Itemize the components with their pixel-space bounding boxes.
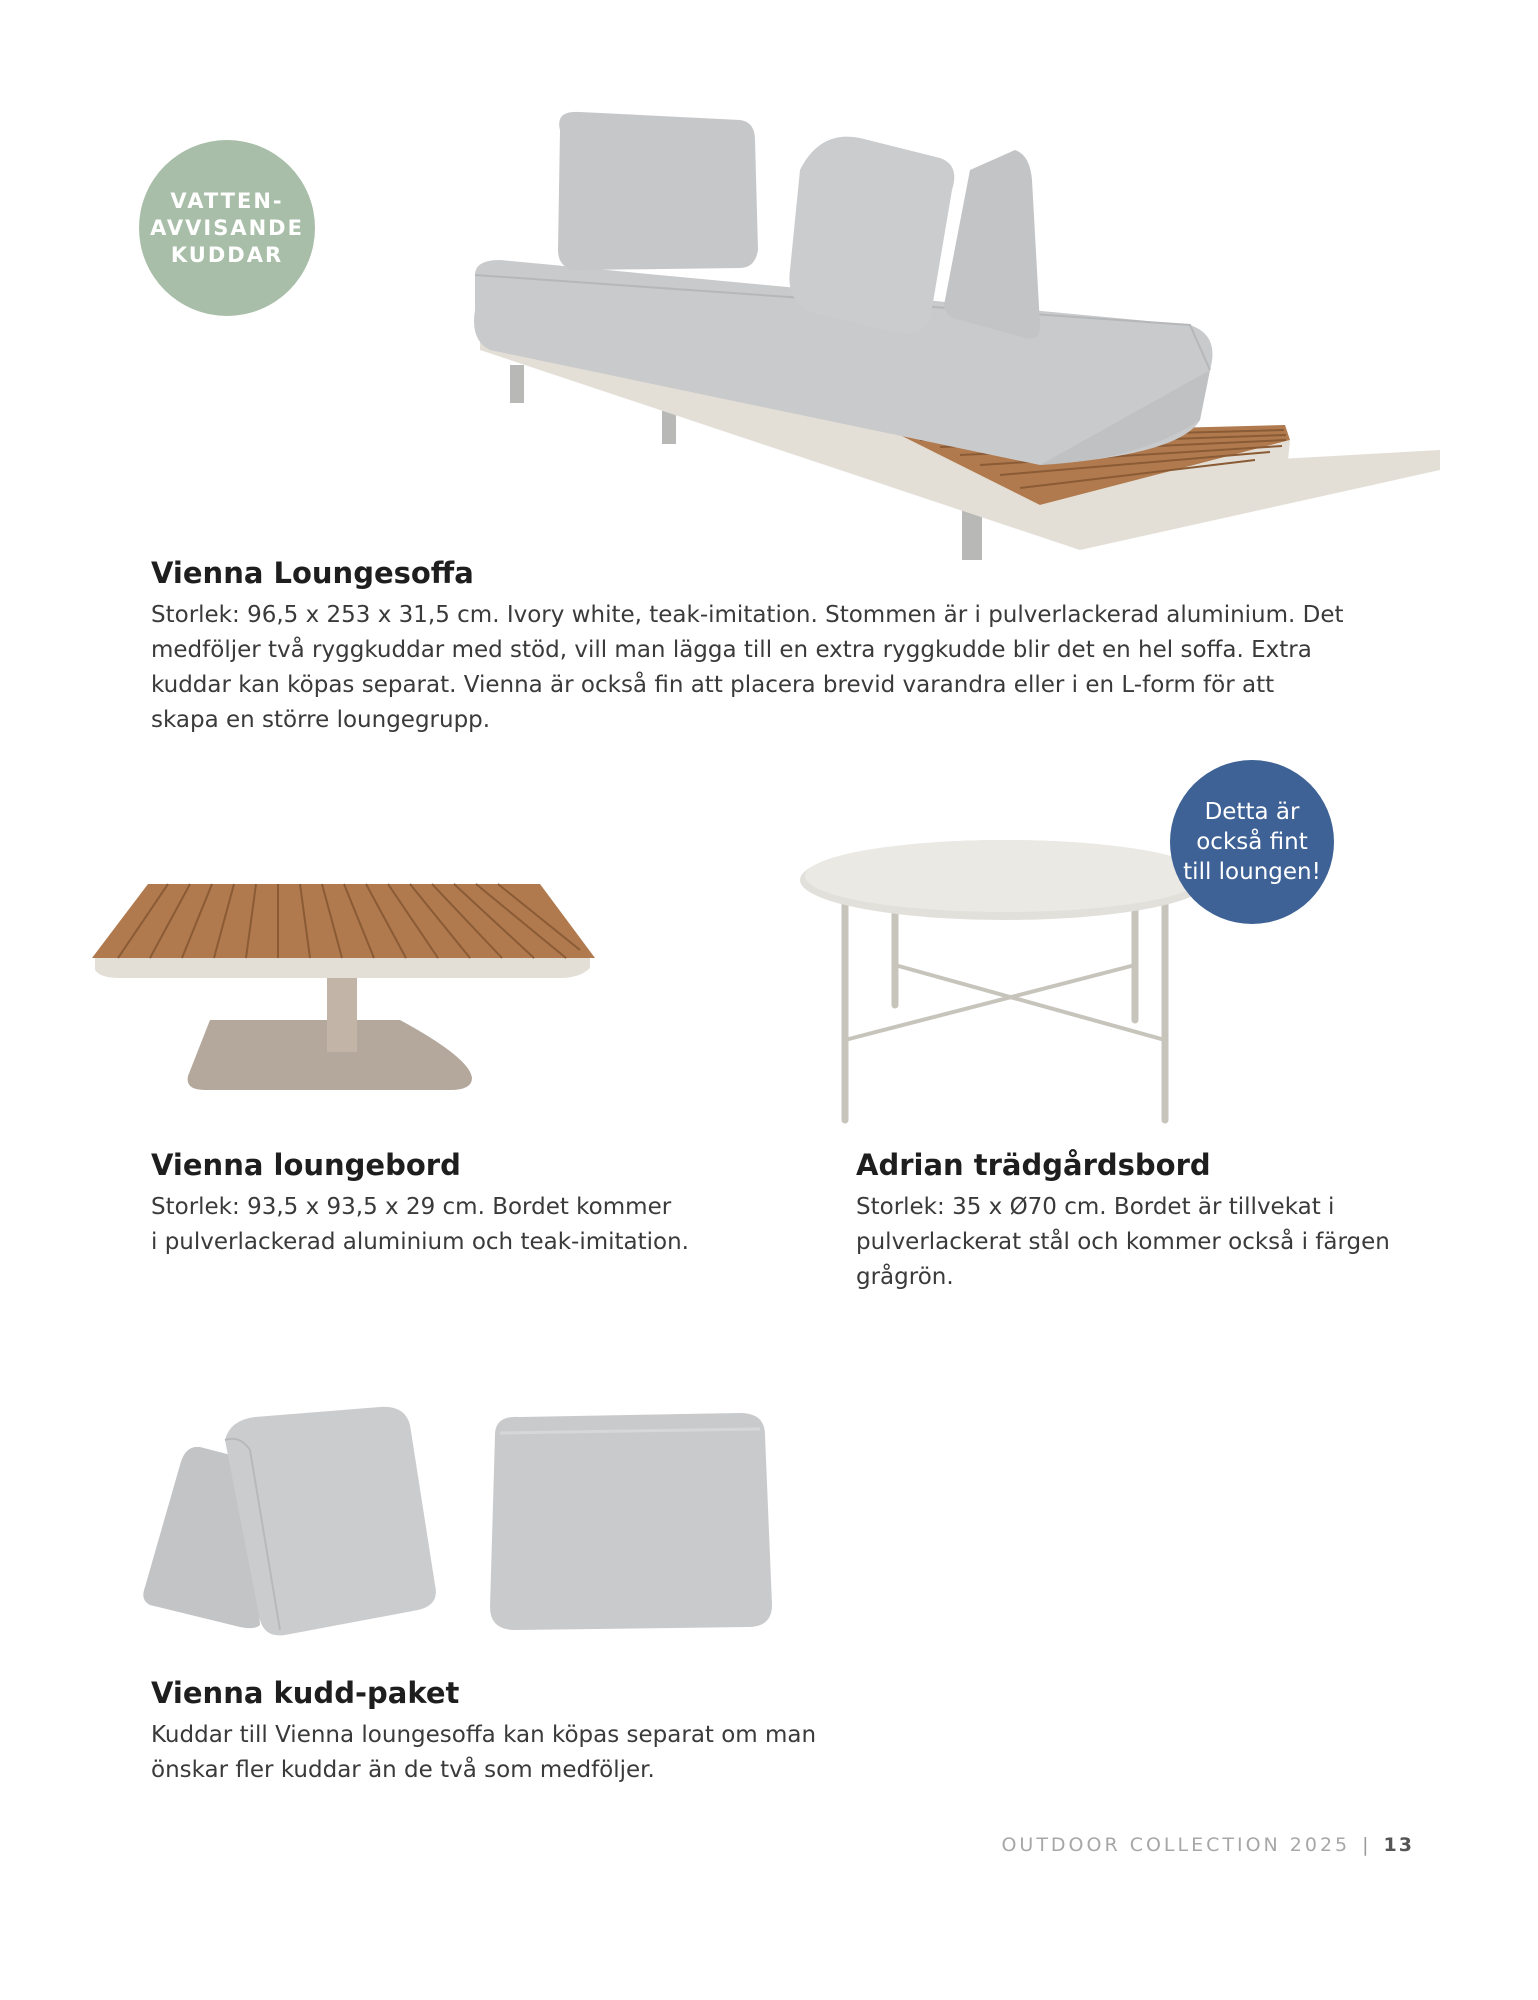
badge-line: VATTEN- xyxy=(170,188,284,213)
badge-line: KUDDAR xyxy=(170,242,284,267)
description-line: kuddar kan köpas separat. Vienna är också fin att placera brevid varandra eller i en L-form för att xyxy=(151,672,1275,698)
description-line: Kuddar till Vienna loungesoffa kan köpas separat om man xyxy=(151,1722,817,1748)
description-line: medföljer två ryggkuddar med stöd, vill man lägga till en extra ryggkudde blir det en hel soffa. Extra xyxy=(151,637,1312,663)
description-line: Storlek: 35 x Ø70 cm. Bordet är tillvekat i xyxy=(856,1194,1335,1220)
product-title-vienna-loungesoffa: Vienna Loungesoffa xyxy=(151,556,474,590)
description-line: Storlek: 96,5 x 253 x 31,5 cm. Ivory white, teak-imitation. Stommen är i pulverlackerad aluminium. Det xyxy=(151,602,1344,628)
product-title-adrian-tradgardsbord: Adrian trädgårdsbord xyxy=(856,1148,1211,1182)
page-number: 13 xyxy=(1383,1834,1414,1856)
also-fits-lounge-badge xyxy=(1170,760,1334,924)
description-line: pulverlackerat stål och kommer också i färgen xyxy=(856,1229,1390,1255)
product-description-vienna-loungesoffa xyxy=(151,598,1344,738)
description-line: skapa en större loungegrupp. xyxy=(151,707,491,733)
description-line: grågrön. xyxy=(856,1264,954,1290)
description-line: i pulverlackerad aluminium och teak-imitation. xyxy=(151,1229,689,1255)
product-description-vienna-loungebord xyxy=(151,1190,689,1260)
description-line: Storlek: 93,5 x 93,5 x 29 cm. Bordet kommer xyxy=(151,1194,672,1220)
vienna-loungebord-image xyxy=(90,878,600,1098)
footer-separator: | xyxy=(1362,1834,1372,1856)
badge-line: också fint xyxy=(1196,829,1308,855)
adrian-tradgardsbord-image xyxy=(795,830,1205,1130)
product-description-adrian-tradgardsbord xyxy=(856,1190,1390,1295)
page-footer xyxy=(1001,1834,1414,1856)
badge-line: till loungen! xyxy=(1183,859,1321,885)
description-line: önskar fler kuddar än de två som medföljer. xyxy=(151,1757,655,1783)
badge-line: Detta är xyxy=(1204,799,1300,825)
product-description-vienna-kudd-paket xyxy=(151,1718,816,1788)
vienna-loungesoffa-image xyxy=(440,110,1300,570)
product-title-vienna-loungebord: Vienna loungebord xyxy=(151,1148,461,1182)
waterproof-cushions-badge xyxy=(139,140,315,316)
badge-line: AVVISANDE xyxy=(150,215,304,240)
vienna-kudd-paket-image xyxy=(140,1405,790,1645)
collection-name: OUTDOOR COLLECTION 2025 xyxy=(1001,1834,1351,1856)
product-title-vienna-kudd-paket: Vienna kudd-paket xyxy=(151,1676,460,1710)
